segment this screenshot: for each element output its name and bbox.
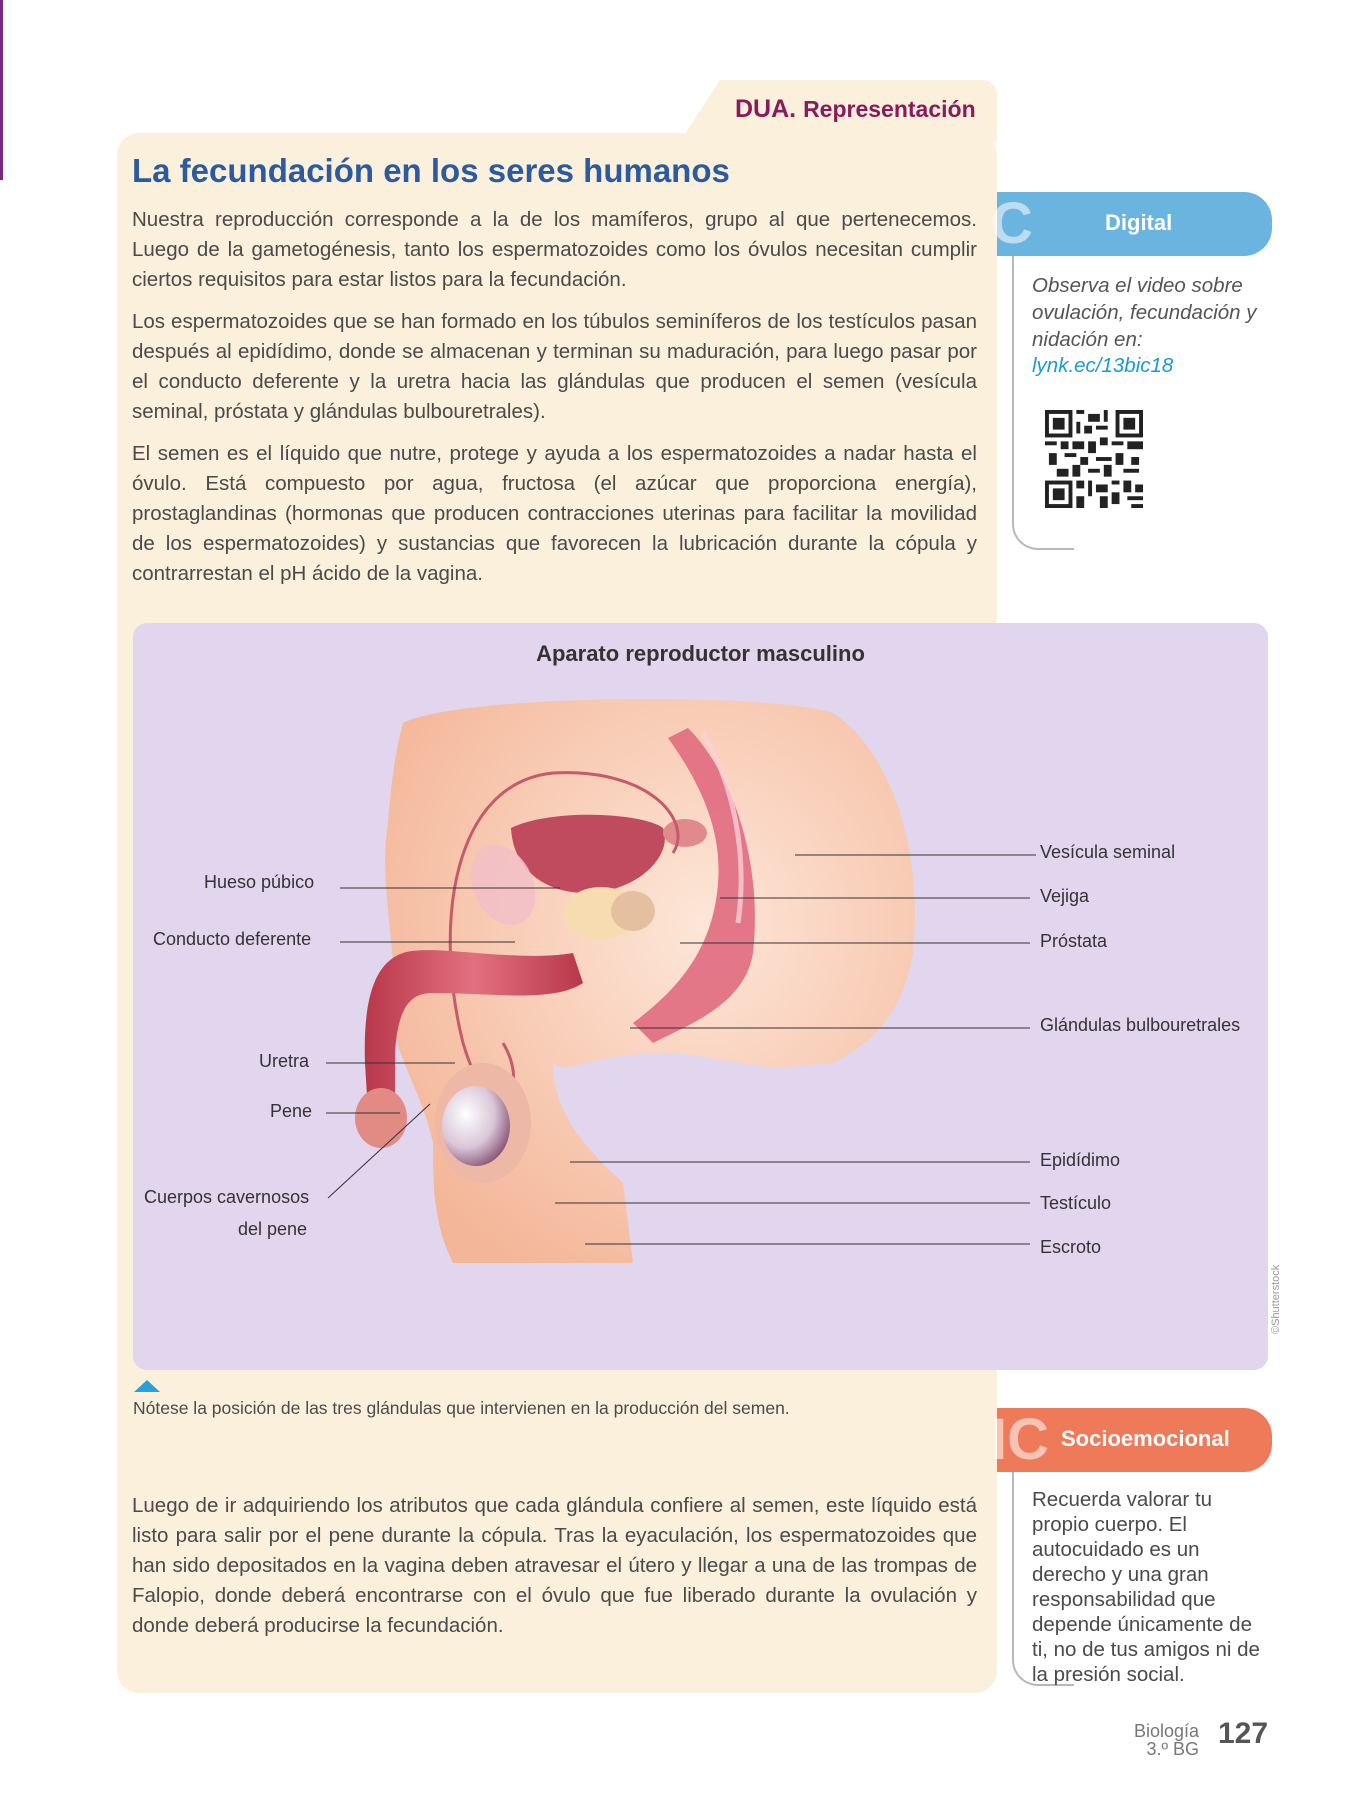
label-cuerpos-cavernosos: Cuerpos cavernosos	[144, 1187, 310, 1207]
label-vejiga: Vejiga	[1040, 886, 1090, 906]
label-uretra: Uretra	[259, 1051, 310, 1071]
page-title: La fecundación en los seres humanos	[132, 152, 730, 189]
label-vesicula-seminal: Vesícula seminal	[1040, 842, 1176, 862]
label-conducto-deferente: Conducto deferente	[153, 929, 312, 949]
label-prostata: Próstata	[1040, 931, 1108, 951]
label-escroto: Escroto	[1040, 1237, 1102, 1257]
socio-tab-label: Socioemocional	[1061, 1426, 1230, 1451]
digital-description: Observa el video sobre ovulación, fecundación y nidación en:	[1032, 274, 1257, 351]
paragraph-semen: El semen es el líquido que nutre, protege y ayuda a los espermatozoides a nadar hasta el óvulo. Está compuesto por agua, fructosa (el azúcar que proporciona energía), prostaglandinas (hormonas que producen contracciones uterinas para facilitar la movilidad de los espermatozoides) y sustancias que favorecen la lubricación durante la cópula y contrarrestan el pH ácido de la vagina.	[132, 442, 977, 585]
dua-subtitle: Representación	[803, 96, 976, 122]
digital-c-icon: C	[991, 191, 1033, 256]
digital-tab-label: Digital	[1105, 210, 1173, 235]
caption-triangle-icon	[134, 1380, 160, 1392]
paragraph-intro: Nuestra reproducción corresponde a la de los mamíferos, grupo al que pertenecemos. Luego de la gametogénesis, tanto los espermatozoides como los óvulos necesitan cumplir ciertos requisitos para estar listos para la fecundación.	[132, 208, 977, 291]
figure-caption: Nótese la posición de las tres glándulas que intervienen en la producción del semen.	[133, 1398, 790, 1418]
image-credit: ©Shutterstock	[1270, 1264, 1282, 1334]
footer-subject-name: Biología	[1134, 1721, 1200, 1741]
label-hueso-pubico: Hueso púbico	[204, 872, 315, 892]
label-epididimo: Epidídimo	[1040, 1150, 1121, 1170]
socio-text: Recuerda valorar tu propio cuerpo. El autocuidado es un derecho y una gran responsabilidad que depende únicamente de ti, no de tus amigos ni de la presión social.	[1032, 1488, 1260, 1686]
socioemocional-tab	[991, 1407, 1272, 1472]
paragraph-ejaculation: Luego de ir adquiriendo los atributos que cada glándula confiere al semen, este líquido está listo para salir por el pene durante la cópula. Tras la eyaculación, los espermatozoides que han sido depositados en la vagina deben atravesar el útero y llegar a una de las trompas de Falopio, donde deberá encontrarse con el óvulo que fue liberado durante la ovulación y donde deberá producirse la fecundación.	[132, 1494, 977, 1637]
footer-subject	[1134, 1722, 1199, 1758]
label-testiculo: Testículo	[1040, 1193, 1112, 1213]
figure-title: Aparato reproductor masculino	[536, 641, 865, 666]
digital-video-link[interactable]: lynk.ec/13bic18	[1032, 354, 1174, 377]
socio-ic-icon: IC	[991, 1407, 1049, 1472]
page-number: 127	[1218, 1717, 1269, 1750]
footer-grade: 3.º BG	[1146, 1739, 1200, 1759]
label-del-pene: del pene	[238, 1219, 308, 1239]
label-glandulas-bulbouretrales: Glándulas bulbouretrales	[1040, 1015, 1241, 1035]
dua-label: DUA.	[735, 95, 797, 123]
paragraph-sperm-path: Los espermatozoides que se han formado en los túbulos seminíferos de los testículos pasan después al epidídimo, donde se almacenan y terminan su maduración, para luego pasar por el conducto deferente y la uretra hacia las glándulas que producen el semen (vesícula seminal, próstata y glándulas bulbouretrales).	[132, 310, 977, 423]
label-pene: Pene	[270, 1101, 313, 1121]
